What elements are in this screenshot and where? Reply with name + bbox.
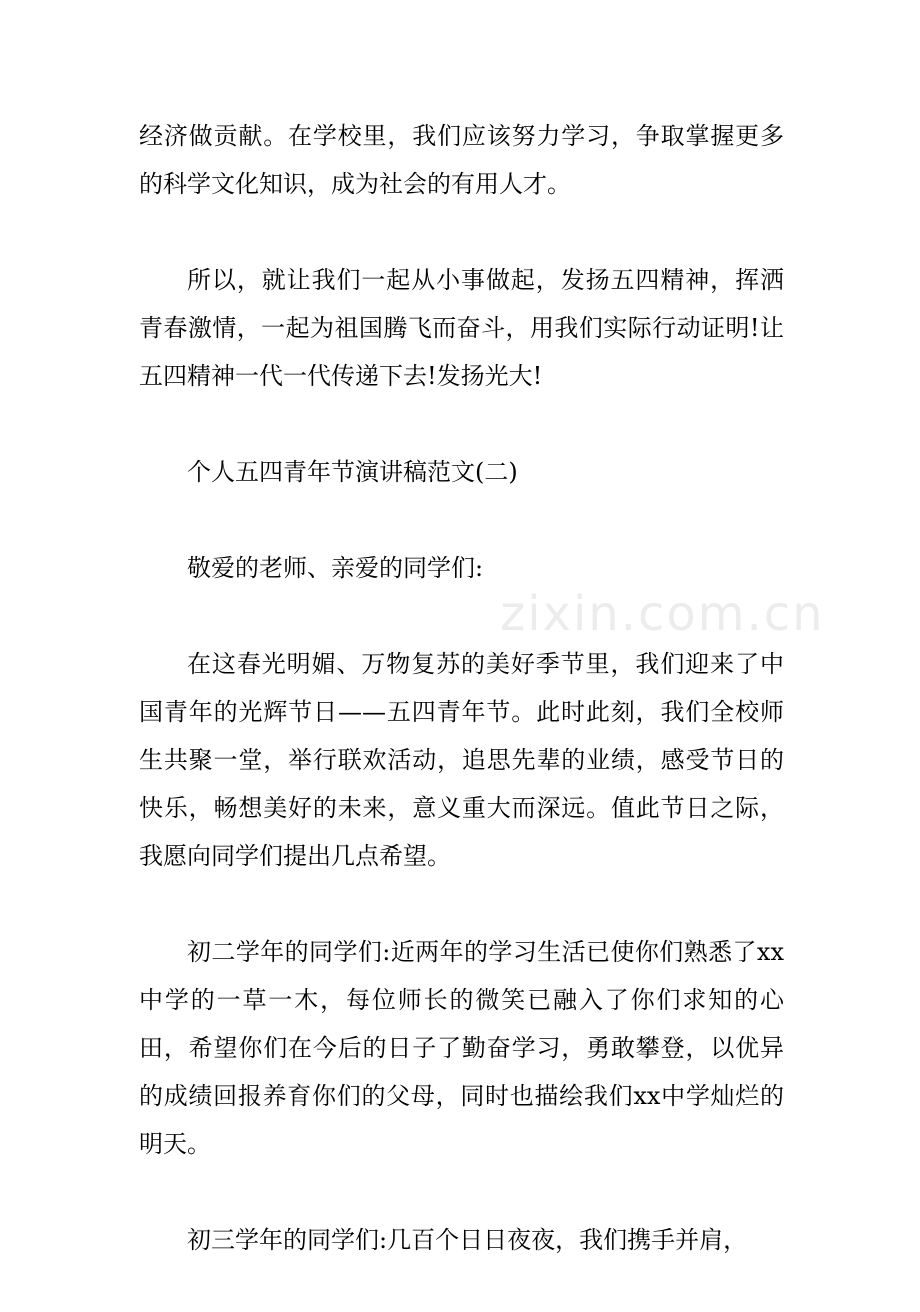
watermark: zixin.com.cn — [500, 586, 825, 642]
paragraph-continuation: 经济做贡献。在学校里，我们应该努力学习，争取掌握更多的科学文化知识，成为社会的有用人才。 — [139, 122, 784, 198]
paragraph-opening: 在这春光明媚、万物复苏的美好季节里，我们迎来了中国青年的光辉节日——五四青年节。此时此刻，我们全校师生共聚一堂，举行联欢活动，追思先辈的业绩，感受节日的快乐，畅想美好的未来，意义重大而深远。值此节日之际，我愿向同学们提出几点希望。 — [139, 650, 784, 870]
paragraph-conclusion: 所以，就让我们一起从小事做起，发扬五四精神，挥洒青春激情，一起为祖国腾飞而奋斗，用我们实际行动证明!让五四精神一代一代传递下去!发扬光大! — [139, 266, 784, 390]
paragraph-grade-two: 初二学年的同学们:近两年的学习生活已使你们熟悉了xx中学的一草一木，每位师长的微笑已融入了你们求知的心田，希望你们在今后的日子了勤奋学习，勇敢攀登，以优异的成绩回报养育你们的父母，同时也描绘我们xx中学灿烂的明天。 — [139, 938, 784, 1158]
document-body — [139, 112, 784, 1312]
paragraph-grade-three: 初三学年的同学们:几百个日日夜夜，我们携手并肩， — [187, 1226, 748, 1254]
salutation: 敬爱的老师、亲爱的同学们: — [187, 554, 484, 582]
section-title: 个人五四青年节演讲稿范文(二) — [187, 458, 518, 486]
